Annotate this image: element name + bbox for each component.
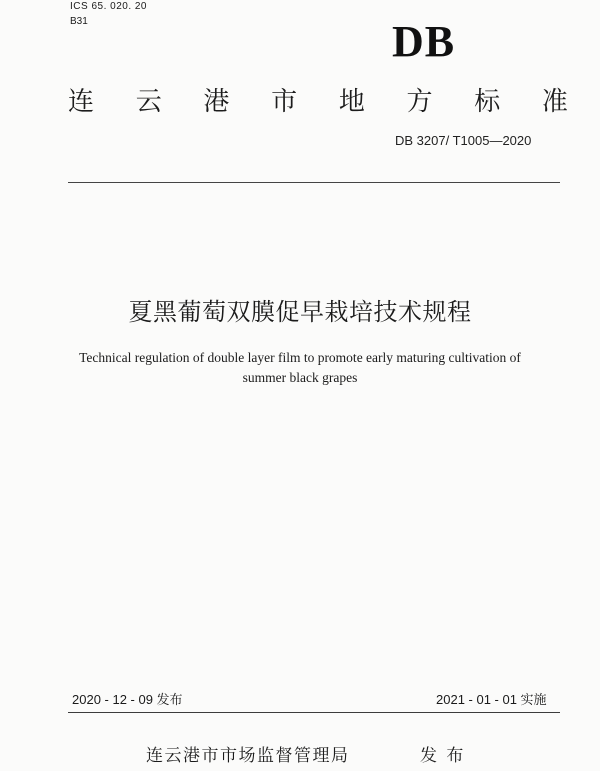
publish-label: 发 布 (420, 746, 466, 766)
ccs-code: B31 (70, 16, 88, 27)
standard-number: DB 3207/ T1005—2020 (395, 133, 532, 148)
footer-divider (68, 712, 560, 713)
db-mark: DB (392, 17, 456, 66)
standard-type-char: 方 (406, 87, 433, 117)
title-chinese: 夏黑葡萄双膜促早栽培技术规程 (128, 298, 472, 326)
standard-type-char: 连 (68, 87, 95, 117)
ics-code: ICS 65. 020. 20 (70, 1, 147, 12)
standard-type-char: 准 (541, 87, 568, 117)
issue-date: 2020 - 12 - 09 发布 (72, 692, 183, 707)
standard-type-char: 市 (271, 87, 298, 117)
standard-type-char: 港 (203, 87, 230, 117)
title-english: Technical regulation of double layer film to promote early maturing cultivation of summer black grapes (79, 350, 521, 385)
issuing-authority: 连云港市市场监督管理局 (146, 746, 350, 766)
standard-type-heading (68, 82, 568, 122)
implementation-date: 2021 - 01 - 01 实施 (436, 692, 547, 707)
header-divider (68, 182, 560, 183)
standard-type-char: 云 (135, 87, 162, 117)
standard-type-char: 标 (474, 87, 501, 117)
standard-type-char: 地 (338, 87, 365, 117)
